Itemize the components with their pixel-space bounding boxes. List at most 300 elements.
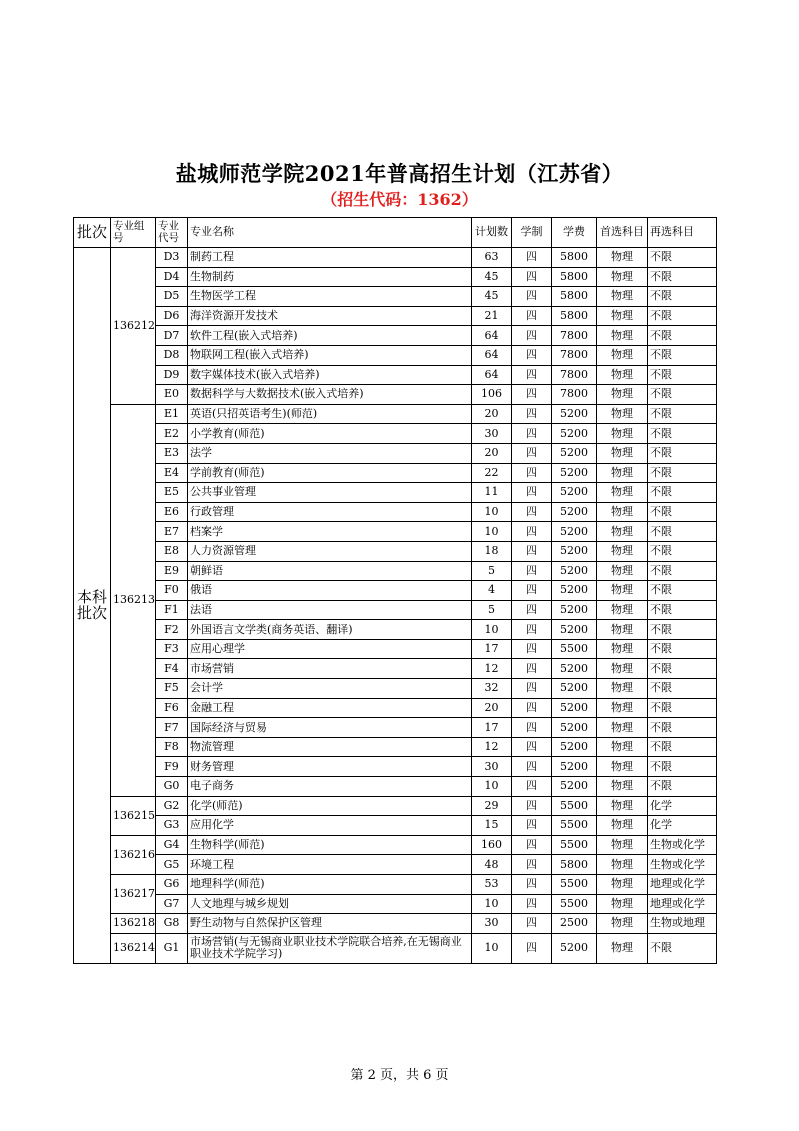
years-cell: 四 xyxy=(512,600,552,620)
years-cell: 四 xyxy=(512,639,552,659)
second-subject-cell: 生物或化学 xyxy=(648,835,717,855)
header-fee: 学费 xyxy=(552,218,597,248)
code-cell: D8 xyxy=(156,345,188,365)
first-subject-cell: 物理 xyxy=(597,679,648,699)
table-row xyxy=(74,933,717,963)
fee-cell: 5500 xyxy=(552,835,597,855)
fee-cell: 5800 xyxy=(552,287,597,307)
header-name: 专业名称 xyxy=(188,218,472,248)
second-subject-cell: 不限 xyxy=(648,385,717,405)
fee-cell: 5200 xyxy=(552,659,597,679)
code-cell: G6 xyxy=(156,875,188,895)
table-row xyxy=(74,404,717,424)
plan-cell: 10 xyxy=(472,620,512,640)
table-row xyxy=(74,267,717,287)
fee-cell: 7800 xyxy=(552,345,597,365)
plan-cell: 18 xyxy=(472,541,512,561)
table-row xyxy=(74,620,717,640)
header-second-subject: 再选科目 xyxy=(648,218,717,248)
code-cell: G8 xyxy=(156,914,188,934)
name-cell: 档案学 xyxy=(188,522,472,542)
name-cell: 环境工程 xyxy=(188,855,472,875)
first-subject-cell: 物理 xyxy=(597,757,648,777)
code-cell: D7 xyxy=(156,326,188,346)
years-cell: 四 xyxy=(512,875,552,895)
code-cell: G2 xyxy=(156,796,188,816)
code-cell: G7 xyxy=(156,894,188,914)
first-subject-cell: 物理 xyxy=(597,385,648,405)
fee-cell: 7800 xyxy=(552,365,597,385)
name-cell: 俄语 xyxy=(188,581,472,601)
code-cell: F3 xyxy=(156,639,188,659)
plan-cell: 17 xyxy=(472,639,512,659)
name-cell: 国际经济与贸易 xyxy=(188,718,472,738)
years-cell: 四 xyxy=(512,443,552,463)
plan-cell: 30 xyxy=(472,757,512,777)
fee-cell: 5500 xyxy=(552,875,597,895)
second-subject-cell: 不限 xyxy=(648,600,717,620)
second-subject-cell: 不限 xyxy=(648,522,717,542)
first-subject-cell: 物理 xyxy=(597,561,648,581)
batch-cell: 本科批次 xyxy=(74,248,111,964)
code-cell: G0 xyxy=(156,777,188,797)
code-cell: D3 xyxy=(156,248,188,268)
second-subject-cell: 不限 xyxy=(648,424,717,444)
plan-cell: 20 xyxy=(472,404,512,424)
years-cell: 四 xyxy=(512,855,552,875)
code-cell: G3 xyxy=(156,816,188,836)
fee-cell: 5800 xyxy=(552,248,597,268)
table-row xyxy=(74,306,717,326)
first-subject-cell: 物理 xyxy=(597,933,648,963)
first-subject-cell: 物理 xyxy=(597,737,648,757)
years-cell: 四 xyxy=(512,267,552,287)
code-cell: E2 xyxy=(156,424,188,444)
table-row xyxy=(74,600,717,620)
table-row xyxy=(74,345,717,365)
name-cell: 法语 xyxy=(188,600,472,620)
first-subject-cell: 物理 xyxy=(597,522,648,542)
table-row xyxy=(74,365,717,385)
years-cell: 四 xyxy=(512,345,552,365)
fee-cell: 5200 xyxy=(552,561,597,581)
plan-cell: 10 xyxy=(472,894,512,914)
plan-cell: 30 xyxy=(472,424,512,444)
plan-cell: 22 xyxy=(472,463,512,483)
header-years: 学制 xyxy=(512,218,552,248)
code-cell: F7 xyxy=(156,718,188,738)
code-cell: D4 xyxy=(156,267,188,287)
years-cell: 四 xyxy=(512,835,552,855)
name-cell: 财务管理 xyxy=(188,757,472,777)
fee-cell: 7800 xyxy=(552,326,597,346)
second-subject-cell: 不限 xyxy=(648,326,717,346)
name-cell: 英语(只招英语考生)(师范) xyxy=(188,404,472,424)
name-cell: 软件工程(嵌入式培养) xyxy=(188,326,472,346)
second-subject-cell: 不限 xyxy=(648,698,717,718)
second-subject-cell: 不限 xyxy=(648,757,717,777)
years-cell: 四 xyxy=(512,424,552,444)
code-cell: F0 xyxy=(156,581,188,601)
years-cell: 四 xyxy=(512,777,552,797)
second-subject-cell: 不限 xyxy=(648,639,717,659)
second-subject-cell: 化学 xyxy=(648,816,717,836)
years-cell: 四 xyxy=(512,894,552,914)
fee-cell: 5200 xyxy=(552,718,597,738)
name-cell: 生物医学工程 xyxy=(188,287,472,307)
first-subject-cell: 物理 xyxy=(597,345,648,365)
first-subject-cell: 物理 xyxy=(597,600,648,620)
first-subject-cell: 物理 xyxy=(597,306,648,326)
fee-cell: 2500 xyxy=(552,914,597,934)
years-cell: 四 xyxy=(512,698,552,718)
first-subject-cell: 物理 xyxy=(597,639,648,659)
plan-cell: 45 xyxy=(472,267,512,287)
group-cell: 136214 xyxy=(111,933,156,963)
plan-cell: 45 xyxy=(472,287,512,307)
years-cell: 四 xyxy=(512,679,552,699)
table-row xyxy=(74,914,717,934)
header-code: 专业代号 xyxy=(156,218,188,248)
code-cell: D9 xyxy=(156,365,188,385)
code-cell: F2 xyxy=(156,620,188,640)
years-cell: 四 xyxy=(512,463,552,483)
header-group: 专业组号 xyxy=(111,218,156,248)
name-cell: 会计学 xyxy=(188,679,472,699)
first-subject-cell: 物理 xyxy=(597,777,648,797)
name-cell: 人文地理与城乡规划 xyxy=(188,894,472,914)
fee-cell: 5200 xyxy=(552,679,597,699)
table-row xyxy=(74,777,717,797)
first-subject-cell: 物理 xyxy=(597,718,648,738)
code-cell: F6 xyxy=(156,698,188,718)
name-cell: 数据科学与大数据技术(嵌入式培养) xyxy=(188,385,472,405)
plan-cell: 10 xyxy=(472,522,512,542)
code-cell: G4 xyxy=(156,835,188,855)
first-subject-cell: 物理 xyxy=(597,875,648,895)
years-cell: 四 xyxy=(512,659,552,679)
first-subject-cell: 物理 xyxy=(597,894,648,914)
code-cell: F8 xyxy=(156,737,188,757)
second-subject-cell: 不限 xyxy=(648,345,717,365)
plan-cell: 5 xyxy=(472,561,512,581)
second-subject-cell: 不限 xyxy=(648,365,717,385)
name-cell: 金融工程 xyxy=(188,698,472,718)
plan-cell: 20 xyxy=(472,443,512,463)
table-row xyxy=(74,483,717,503)
name-cell: 生物科学(师范) xyxy=(188,835,472,855)
first-subject-cell: 物理 xyxy=(597,365,648,385)
first-subject-cell: 物理 xyxy=(597,463,648,483)
fee-cell: 5200 xyxy=(552,777,597,797)
name-cell: 法学 xyxy=(188,443,472,463)
second-subject-cell: 不限 xyxy=(648,248,717,268)
name-cell: 公共事业管理 xyxy=(188,483,472,503)
plan-cell: 12 xyxy=(472,737,512,757)
fee-cell: 5800 xyxy=(552,267,597,287)
years-cell: 四 xyxy=(512,933,552,963)
fee-cell: 5200 xyxy=(552,581,597,601)
second-subject-cell: 不限 xyxy=(648,777,717,797)
plan-cell: 21 xyxy=(472,306,512,326)
name-cell: 市场营销(与无锡商业职业技术学院联合培养,在无锡商业职业技术学院学习) xyxy=(188,933,472,963)
second-subject-cell: 生物或地理 xyxy=(648,914,717,934)
table-row xyxy=(74,326,717,346)
years-cell: 四 xyxy=(512,248,552,268)
plan-cell: 11 xyxy=(472,483,512,503)
enrollment-plan-table xyxy=(73,217,717,964)
code-cell: E4 xyxy=(156,463,188,483)
years-cell: 四 xyxy=(512,306,552,326)
fee-cell: 5800 xyxy=(552,306,597,326)
first-subject-cell: 物理 xyxy=(597,698,648,718)
code-cell: E9 xyxy=(156,561,188,581)
page-footer: 第 2 页，共 6 页 xyxy=(350,1068,449,1083)
second-subject-cell: 地理或化学 xyxy=(648,894,717,914)
second-subject-cell: 不限 xyxy=(648,659,717,679)
plan-cell: 10 xyxy=(472,777,512,797)
years-cell: 四 xyxy=(512,404,552,424)
first-subject-cell: 物理 xyxy=(597,267,648,287)
second-subject-cell: 不限 xyxy=(648,287,717,307)
plan-cell: 30 xyxy=(472,914,512,934)
name-cell: 物联网工程(嵌入式培养) xyxy=(188,345,472,365)
first-subject-cell: 物理 xyxy=(597,287,648,307)
group-cell: 136218 xyxy=(111,914,156,934)
years-cell: 四 xyxy=(512,287,552,307)
years-cell: 四 xyxy=(512,502,552,522)
plan-cell: 17 xyxy=(472,718,512,738)
name-cell: 市场营销 xyxy=(188,659,472,679)
name-cell: 野生动物与自然保护区管理 xyxy=(188,914,472,934)
first-subject-cell: 物理 xyxy=(597,620,648,640)
fee-cell: 5200 xyxy=(552,424,597,444)
plan-cell: 160 xyxy=(472,835,512,855)
code-cell: F9 xyxy=(156,757,188,777)
header-first-subject: 首选科目 xyxy=(597,218,648,248)
name-cell: 应用化学 xyxy=(188,816,472,836)
table-row xyxy=(74,718,717,738)
code-cell: E3 xyxy=(156,443,188,463)
name-cell: 制药工程 xyxy=(188,248,472,268)
first-subject-cell: 物理 xyxy=(597,914,648,934)
table-row xyxy=(74,581,717,601)
name-cell: 学前教育(师范) xyxy=(188,463,472,483)
plan-cell: 53 xyxy=(472,875,512,895)
plan-cell: 64 xyxy=(472,345,512,365)
fee-cell: 5200 xyxy=(552,541,597,561)
name-cell: 外国语言文学类(商务英语、翻译) xyxy=(188,620,472,640)
table-row xyxy=(74,639,717,659)
second-subject-cell: 不限 xyxy=(648,463,717,483)
plan-cell: 64 xyxy=(472,326,512,346)
years-cell: 四 xyxy=(512,561,552,581)
years-cell: 四 xyxy=(512,541,552,561)
years-cell: 四 xyxy=(512,718,552,738)
table-row xyxy=(74,796,717,816)
years-cell: 四 xyxy=(512,796,552,816)
first-subject-cell: 物理 xyxy=(597,326,648,346)
fee-cell: 5200 xyxy=(552,933,597,963)
header-plan: 计划数 xyxy=(472,218,512,248)
first-subject-cell: 物理 xyxy=(597,248,648,268)
first-subject-cell: 物理 xyxy=(597,796,648,816)
code-cell: E7 xyxy=(156,522,188,542)
fee-cell: 5800 xyxy=(552,855,597,875)
group-cell: 136215 xyxy=(111,796,156,835)
second-subject-cell: 不限 xyxy=(648,483,717,503)
code-cell: F1 xyxy=(156,600,188,620)
years-cell: 四 xyxy=(512,914,552,934)
years-cell: 四 xyxy=(512,365,552,385)
plan-cell: 4 xyxy=(472,581,512,601)
table-row xyxy=(74,248,717,268)
first-subject-cell: 物理 xyxy=(597,443,648,463)
table-body xyxy=(74,248,717,964)
plan-cell: 20 xyxy=(472,698,512,718)
first-subject-cell: 物理 xyxy=(597,541,648,561)
plan-cell: 64 xyxy=(472,365,512,385)
plan-cell: 63 xyxy=(472,248,512,268)
code-cell: E5 xyxy=(156,483,188,503)
first-subject-cell: 物理 xyxy=(597,483,648,503)
group-cell: 136213 xyxy=(111,404,156,796)
years-cell: 四 xyxy=(512,620,552,640)
table-row xyxy=(74,522,717,542)
plan-cell: 10 xyxy=(472,502,512,522)
second-subject-cell: 不限 xyxy=(648,404,717,424)
second-subject-cell: 不限 xyxy=(648,561,717,581)
fee-cell: 5200 xyxy=(552,757,597,777)
second-subject-cell: 生物或化学 xyxy=(648,855,717,875)
name-cell: 电子商务 xyxy=(188,777,472,797)
table-row xyxy=(74,855,717,875)
header-batch: 批次 xyxy=(74,218,111,248)
plan-cell: 12 xyxy=(472,659,512,679)
years-cell: 四 xyxy=(512,737,552,757)
code-cell: E0 xyxy=(156,385,188,405)
years-cell: 四 xyxy=(512,757,552,777)
first-subject-cell: 物理 xyxy=(597,502,648,522)
table-row xyxy=(74,561,717,581)
second-subject-cell: 不限 xyxy=(648,541,717,561)
name-cell: 化学(师范) xyxy=(188,796,472,816)
fee-cell: 5200 xyxy=(552,600,597,620)
table-row xyxy=(74,502,717,522)
fee-cell: 5200 xyxy=(552,698,597,718)
table-row xyxy=(74,287,717,307)
table-row xyxy=(74,424,717,444)
name-cell: 数字媒体技术(嵌入式培养) xyxy=(188,365,472,385)
code-cell: F4 xyxy=(156,659,188,679)
fee-cell: 5200 xyxy=(552,522,597,542)
group-cell: 136216 xyxy=(111,835,156,874)
fee-cell: 5200 xyxy=(552,483,597,503)
group-cell: 136217 xyxy=(111,875,156,914)
second-subject-cell: 不限 xyxy=(648,306,717,326)
table-row xyxy=(74,659,717,679)
fee-cell: 7800 xyxy=(552,385,597,405)
first-subject-cell: 物理 xyxy=(597,424,648,444)
fee-cell: 5200 xyxy=(552,443,597,463)
years-cell: 四 xyxy=(512,483,552,503)
second-subject-cell: 不限 xyxy=(648,267,717,287)
table-row xyxy=(74,737,717,757)
page-title: 盐城师范学院2021年普高招生计划（江苏省） xyxy=(175,161,624,186)
plan-cell: 10 xyxy=(472,933,512,963)
table-row xyxy=(74,443,717,463)
first-subject-cell: 物理 xyxy=(597,816,648,836)
code-cell: E6 xyxy=(156,502,188,522)
table-row xyxy=(74,875,717,895)
second-subject-cell: 不限 xyxy=(648,620,717,640)
table-row xyxy=(74,385,717,405)
fee-cell: 5500 xyxy=(552,894,597,914)
plan-cell: 106 xyxy=(472,385,512,405)
table-row xyxy=(74,835,717,855)
code-cell: G5 xyxy=(156,855,188,875)
fee-cell: 5200 xyxy=(552,463,597,483)
first-subject-cell: 物理 xyxy=(597,835,648,855)
table-row xyxy=(74,816,717,836)
fee-cell: 5500 xyxy=(552,816,597,836)
first-subject-cell: 物理 xyxy=(597,404,648,424)
name-cell: 小学教育(师范) xyxy=(188,424,472,444)
table-row xyxy=(74,894,717,914)
fee-cell: 5200 xyxy=(552,502,597,522)
second-subject-cell: 化学 xyxy=(648,796,717,816)
years-cell: 四 xyxy=(512,816,552,836)
second-subject-cell: 不限 xyxy=(648,581,717,601)
plan-cell: 48 xyxy=(472,855,512,875)
name-cell: 朝鲜语 xyxy=(188,561,472,581)
name-cell: 物流管理 xyxy=(188,737,472,757)
name-cell: 生物制药 xyxy=(188,267,472,287)
table-row xyxy=(74,541,717,561)
second-subject-cell: 地理或化学 xyxy=(648,875,717,895)
fee-cell: 5500 xyxy=(552,639,597,659)
code-cell: F5 xyxy=(156,679,188,699)
name-cell: 行政管理 xyxy=(188,502,472,522)
second-subject-cell: 不限 xyxy=(648,718,717,738)
second-subject-cell: 不限 xyxy=(648,933,717,963)
fee-cell: 5200 xyxy=(552,404,597,424)
fee-cell: 5200 xyxy=(552,620,597,640)
name-cell: 海洋资源开发技术 xyxy=(188,306,472,326)
first-subject-cell: 物理 xyxy=(597,581,648,601)
first-subject-cell: 物理 xyxy=(597,659,648,679)
years-cell: 四 xyxy=(512,385,552,405)
second-subject-cell: 不限 xyxy=(648,443,717,463)
group-cell: 136212 xyxy=(111,248,156,405)
second-subject-cell: 不限 xyxy=(648,502,717,522)
name-cell: 地理科学(师范) xyxy=(188,875,472,895)
table-row xyxy=(74,679,717,699)
plan-cell: 5 xyxy=(472,600,512,620)
plan-cell: 15 xyxy=(472,816,512,836)
second-subject-cell: 不限 xyxy=(648,679,717,699)
enrollment-code-subtitle: （招生代码：1362） xyxy=(321,190,478,209)
code-cell: E1 xyxy=(156,404,188,424)
table-header-row xyxy=(74,218,717,248)
table-row xyxy=(74,757,717,777)
fee-cell: 5200 xyxy=(552,737,597,757)
code-cell: E8 xyxy=(156,541,188,561)
years-cell: 四 xyxy=(512,522,552,542)
fee-cell: 5500 xyxy=(552,796,597,816)
code-cell: D6 xyxy=(156,306,188,326)
plan-cell: 29 xyxy=(472,796,512,816)
